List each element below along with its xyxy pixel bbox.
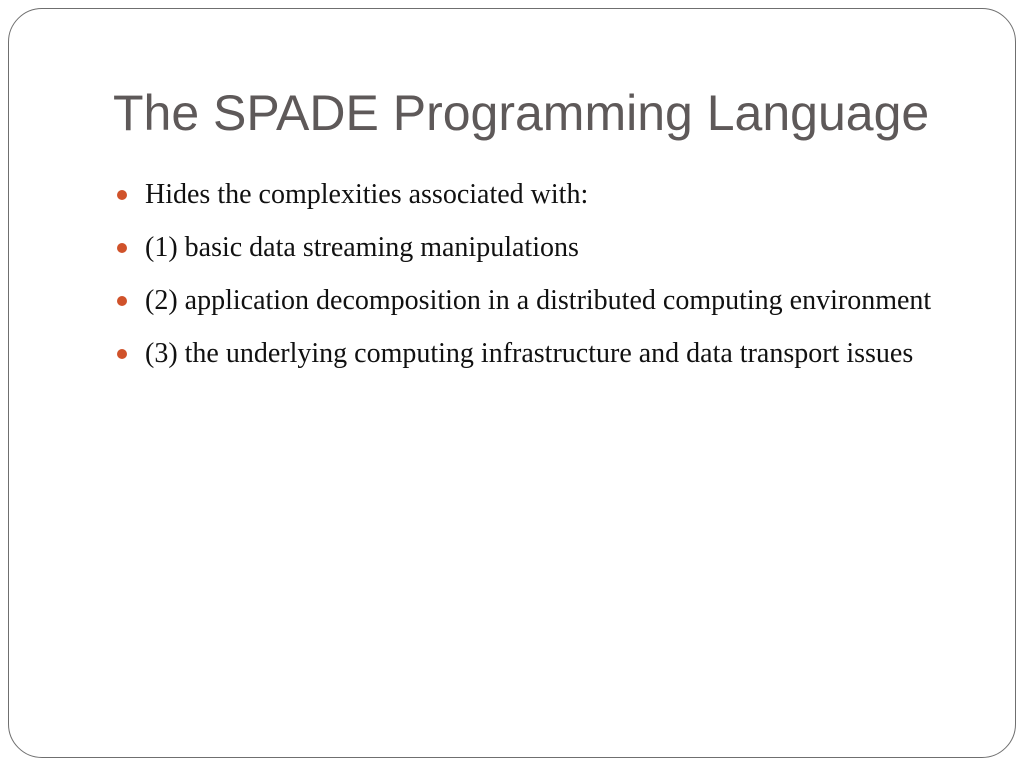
bullet-dot-icon: [117, 296, 127, 306]
bullet-text: (3) the underlying computing infrastructure and data transport issues: [145, 338, 914, 369]
bullet-dot-icon: [117, 190, 127, 200]
slide-title: The SPADE Programming Language: [113, 85, 930, 141]
bullet-list: [113, 173, 933, 385]
bullet-item: [113, 226, 933, 270]
bullet-text: (2) application decomposition in a distributed computing environment: [145, 285, 932, 316]
bullet-dot-icon: [117, 349, 127, 359]
bullet-text: (1) basic data streaming manipulations: [145, 232, 579, 263]
bullet-item: [113, 332, 933, 376]
bullet-dot-icon: [117, 243, 127, 253]
bullet-item: [113, 279, 933, 323]
bullet-item: [113, 173, 933, 217]
bullet-text: Hides the complexities associated with:: [145, 179, 589, 210]
slide: [8, 8, 1016, 758]
